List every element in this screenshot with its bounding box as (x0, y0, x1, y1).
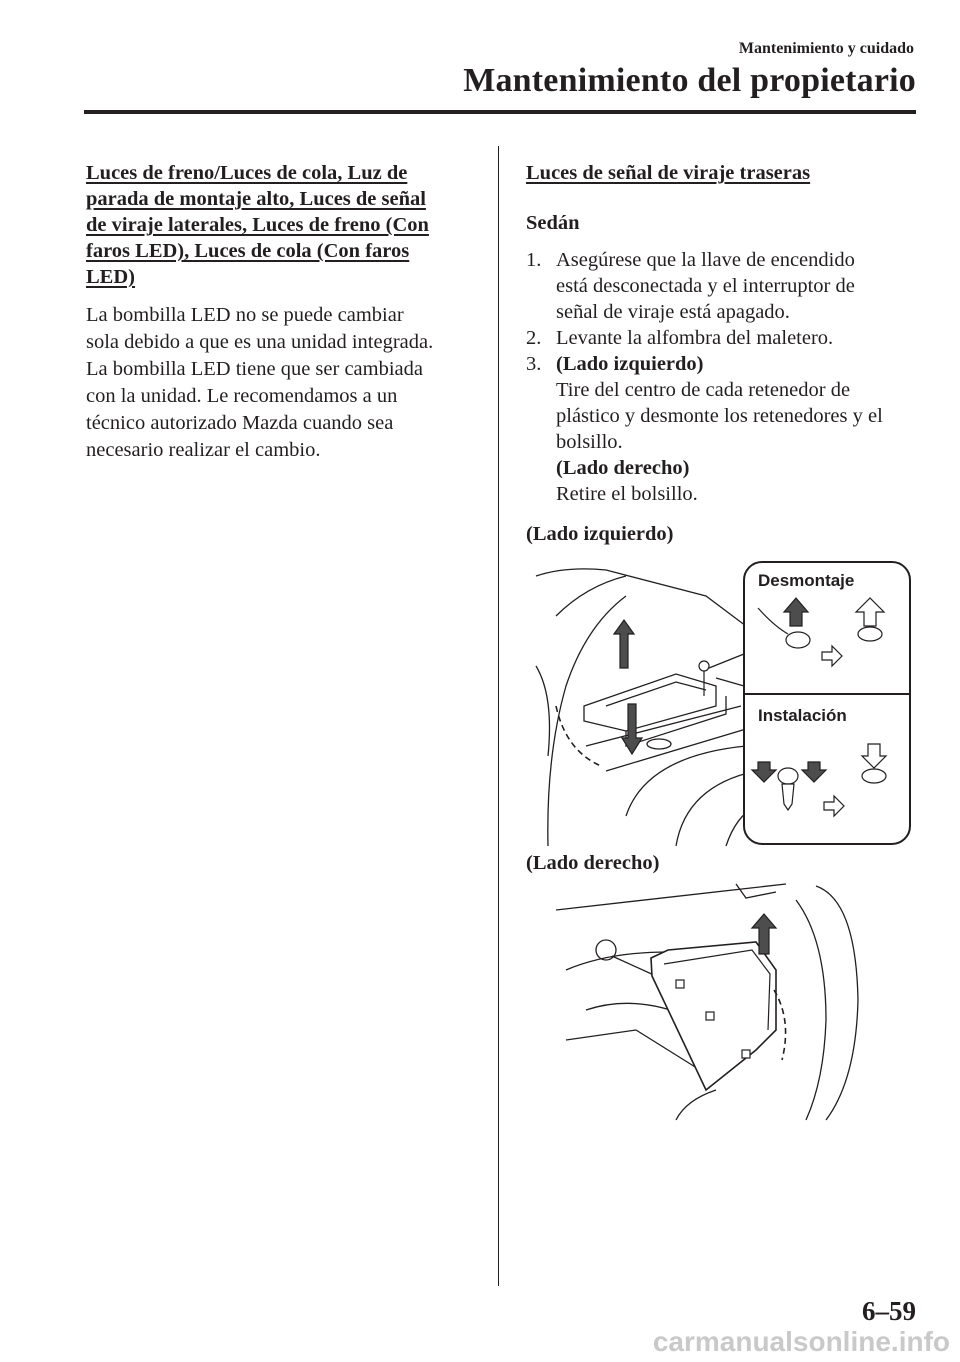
up-arrow-icon (614, 620, 634, 668)
watermark: carmanualsonline.info (652, 1326, 950, 1357)
step-2: 2. Levante la alfombra del maletero. (526, 327, 834, 349)
led-paragraph: La bombilla LED no se puede cambiar sola debido a que es una unidad integrada. La bombilla LED tiene que ser cambiada con la unidad. Le recomendamos a un técnico autorizado Mazda cuando sea necesario realizar el cambio. (86, 304, 434, 461)
left-column (86, 160, 478, 464)
down-arrow-icon (622, 704, 642, 754)
step-1: 1. Asegúrese que la llave de encendido está desconectada y el interruptor de señal de viraje está apagado. (526, 249, 855, 323)
sedan-subheading: Sedán (526, 212, 580, 234)
led-section-heading: Luces de freno/Luces de cola, Luz de parada de montaje alto, Luces de señal de viraje laterales, Luces de freno (Con faros LED), Luces de cola (Con faros LED) (86, 162, 429, 288)
retainer-clip-icon (699, 661, 709, 696)
figure-right-caption: (Lado derecho) (526, 852, 660, 874)
header-section-label: Mantenimiento y cuidado (738, 40, 914, 57)
left-side-figure (526, 556, 916, 848)
install-label: Instalación (758, 706, 847, 725)
steps-list (526, 247, 926, 507)
right-column (526, 160, 926, 546)
header-rule (84, 110, 916, 114)
page-title: Mantenimiento del propietario (463, 62, 916, 99)
step-3: 3. (Lado izquierdo) Tire del centro de cada retenedor de plástico y desmonte los retenedores y el bolsillo. (Lado derecho) Retire el bolsillo. (526, 353, 883, 505)
step-3-left-label: (Lado izquierdo) (556, 353, 704, 375)
column-divider (498, 146, 499, 1286)
right-side-figure (556, 880, 886, 1125)
removal-label: Desmontaje (758, 571, 855, 590)
step-3-right-label: (Lado derecho) (556, 457, 690, 479)
turn-signal-heading: Luces de señal de viraje traseras (526, 162, 811, 184)
figure-left-caption: (Lado izquierdo) (526, 523, 674, 545)
page-number: 6–59 (862, 1296, 916, 1326)
